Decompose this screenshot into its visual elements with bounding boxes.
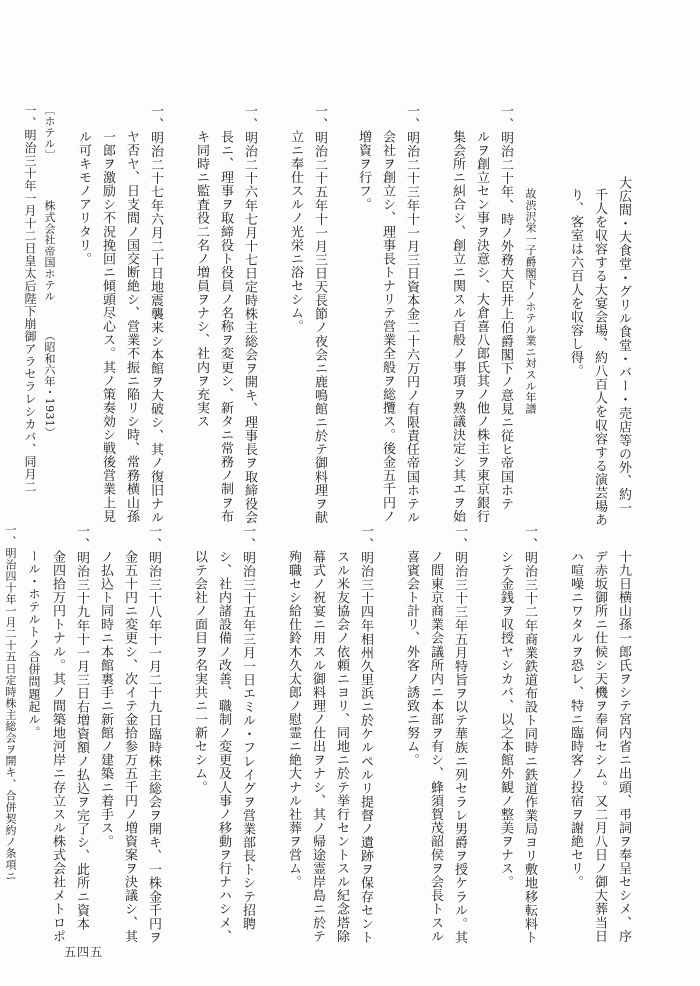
- text-column: ノ払込ト同時ニ本館裏手ニ新館ノ建築ニ着手ス。: [98, 550, 113, 849]
- text-column: 一、明治二十五年十一月三日天長節ノ夜会ニ鹿鳴館ニ於テ御料理ヲ献: [312, 104, 327, 525]
- text-column: シ、社内諸設備ノ改善、職制ノ変更及人事ノ移動ヲ行ナハシメ、: [216, 550, 231, 943]
- text-column: ール・ホテルトノ合併問題起ル。: [27, 550, 41, 739]
- text-column: 一、明治四十年一月二十五日定時株主総会ヲ開キ、合併契約ノ条項ニ: [4, 524, 17, 883]
- text-column: 一、明治二十三年十一月三日資本金二十六万円ノ有限責任帝国ホテル: [404, 104, 419, 525]
- text-column: 一、明治三十二年商業鉄道布設ト同時ニ鉄道作業局ヨリ敷地移転料ト: [522, 524, 537, 945]
- text-column: 一、明治三十四年相州久里浜ニ於ケルペルリ提督ノ遺跡ヲ保存セント: [358, 524, 373, 945]
- text-column: 一、明治二十七年六月二十日地震襲来シ本館ヲ大破シ、其ノ復旧ナル: [148, 104, 163, 525]
- text-column: 一郎ヲ激励シ不況挽回ニ傾頭尽心ス。其ノ策奏効シ戦後営業上見: [100, 130, 115, 523]
- text-column: ハ喧噪ニワタルヲ恐レ、特ニ臨時客ノ投宿ヲ謝絶セリ。: [568, 550, 583, 889]
- footer-title: 株式会社帝国ホテル: [43, 200, 56, 302]
- text-column: 金五十円ニ変更シ、次イテ金拾参万五千円ノ増資案ヲ決議シ、其: [122, 550, 137, 943]
- text-column: り、客室は六百人を収容し得。: [568, 188, 583, 378]
- text-column: 十九日横山孫一郎氏ヲシテ宮内省ニ出頭、弔詞ヲ奉呈セシメ、序: [616, 550, 631, 943]
- text-column: 金四拾万円トナル。其ノ間築地河岸ニ存立スル株式会社メトロポ: [50, 550, 65, 943]
- text-column: デ赤坂御所ニ仕候シ天機ヲ奉伺セシム。又二月八日ノ御大葬当日: [592, 550, 607, 943]
- text-column: 一、明治三十九年十一月三日右増資額ノ払込ヲ完了シ、此所ニ資本: [74, 524, 89, 931]
- text-column: 増資ヲ行フ。: [356, 130, 371, 212]
- text-column: ル可キモノアリタリ。: [76, 130, 91, 266]
- text-column: ヤ否ヤ、日支間ノ国交断絶シ、営業不振ニ陥リシ時、常務横山孫: [124, 130, 139, 523]
- text-column: 長ニ、理事ヲ取締役ト役員ノ名称ヲ変更シ、新タニ常務ノ制ヲ布: [218, 130, 233, 523]
- footer-note: （昭和六年・1931）: [43, 330, 56, 439]
- footer-source: 〔ホテル〕: [43, 104, 56, 161]
- section-heading: 故渋沢栄一子爵閣下ノホテル業ニ対スル年譜: [524, 188, 537, 414]
- text-column: 幕式ノ祝宴ニ用スル御料理ノ仕出ヲナシ、其ノ帰途霊岸島ニ於テ: [310, 550, 325, 943]
- page-number: 五四五: [64, 945, 104, 959]
- text-column: 立ニ奉仕スルノ光栄ニ浴セシム。: [288, 130, 303, 334]
- text-column: 一、明治三十五年三月一日エミル・フレイグヲ営業部長トシテ招聘: [240, 524, 255, 931]
- text-column: ルヲ創立セン事ヲ決意シ、大倉喜八郎氏其ノ他ノ株主ヲ東京銀行: [474, 130, 489, 523]
- text-column: 一、明治三十三年五月特旨ヲ以テ華族ニ列セラレ男爵ヲ授ケラル。其: [452, 524, 467, 945]
- text-column: 千人を収容する大宴会場、約八百人を収容する演芸場あ: [592, 188, 607, 527]
- text-column: 一、明治二十六年七月十七日定時株主総会ヲ開キ、理事長ヲ取締役会: [242, 104, 257, 525]
- text-column: キ同時ニ監査役二名ノ増員ヲナシ、社内ヲ充実ス: [194, 130, 209, 429]
- text-column: スル米友協会ノ依頼ニヨリ、同地ニ於テ挙行セントスル紀念塔除: [334, 550, 349, 943]
- text-column: シテ金銭ヲ収授ヤシカバ、以之本館外観ノ整美ヲナス。: [498, 550, 513, 889]
- text-column: ノ間東京商業会議所内ニ本部ヲ有シ、蜂須賀茂韶侯ヲ会長トスル: [428, 550, 443, 943]
- text-column: 一、明治三十八年十一月二十九日臨時株主総会ヲ開キ、一株金千円ヲ: [146, 524, 161, 945]
- text-column: 一、明治二十年、時ノ外務大臣井上伯爵閣下ノ意見ニ従ヒ帝国ホテ: [498, 104, 513, 511]
- text-column: 集会所ニ糾合シ、創立ニ関スル百般ノ事項ヲ熟議決定シ其エヲ始: [450, 130, 465, 523]
- text-column: 殉職セシ給仕鈴木久太郎ノ慰霊ニ絶大ナル社葬ヲ営ム。: [286, 550, 301, 889]
- text-column: 大広間・大食堂・グリル食堂・バー・売店等の外、約一: [616, 176, 631, 515]
- text-column: 喜賓会ト計リ、外客ノ誘致ニ努ム。: [404, 550, 419, 767]
- text-column: 以テ会社ノ面目ヲ名実共ニ一新セシム。: [192, 550, 207, 794]
- text-column: 一、明治三十年一月十二日皇太后陛下崩御アラセラレシカバ、同月二: [23, 104, 37, 494]
- text-column: 会社ヲ創立シ、理事長トナリテ営業全般ヲ総攬ス。後金五千円ノ: [380, 130, 395, 523]
